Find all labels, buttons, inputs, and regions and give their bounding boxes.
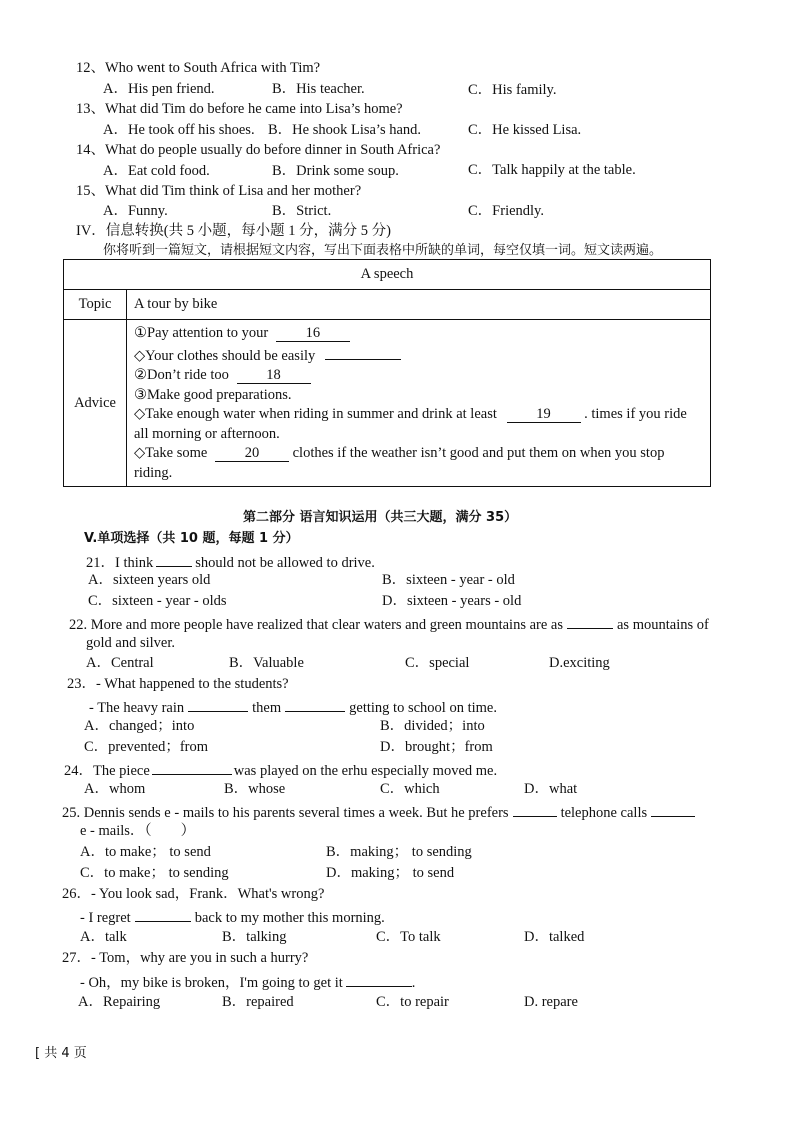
blank-22 xyxy=(567,613,613,629)
question-22-option-c: C．special xyxy=(405,655,470,671)
part-4-instruction: 你将听到一篇短文，请根据短文内容，写出下面表格中所缺的单词，每空仅填一词。短文读两遍。 xyxy=(103,243,663,258)
question-22-stem: 22. More and more people have realized that clear waters and green mountains are as as mountains of xyxy=(69,613,709,634)
topic-value: A tour by bike xyxy=(127,290,711,320)
blank-26 xyxy=(135,906,191,922)
blank-16: 16 xyxy=(276,326,350,342)
question-15-option-a: A．Funny. xyxy=(103,203,168,219)
question-24-option-b: B．whose xyxy=(224,781,286,797)
question-23-option-b: B．divided；into xyxy=(380,718,485,734)
question-15-option-b: B．Strict. xyxy=(272,203,332,219)
question-24-option-d: D．what xyxy=(524,781,578,797)
question-24-stem: 24．The piece was played on the erhu especially moved me. xyxy=(64,759,497,780)
advice-line-6-cont: riding. xyxy=(134,464,173,481)
advice-line-6: ◇Take some 20 clothes if the weather isn’t good and put them on when you stop xyxy=(134,445,665,461)
blank-25a xyxy=(513,801,557,817)
question-23-option-c: C．prevented；from xyxy=(84,739,209,755)
advice-cell xyxy=(127,320,711,487)
question-21-option-a: A．sixteen years old xyxy=(88,572,211,588)
question-27-option-b: B．repaired xyxy=(222,994,294,1010)
question-27-option-d: D. repare xyxy=(524,994,578,1010)
question-25-stem: 25. Dennis sends e - mails to his parents several times a week. But he prefers telephone calls xyxy=(62,801,695,822)
question-25-option-c: C．to make； to sending xyxy=(80,865,229,881)
question-13-option-a: A．He took off his shoes. xyxy=(103,122,255,138)
question-25-option-b: B．making； to sending xyxy=(326,844,472,860)
question-23-stem: 23．- What happened to the students? xyxy=(67,676,289,692)
question-27-stem: 27．- Tom，why are you in such a hurry? xyxy=(62,950,309,966)
part-2-title: 第二部分 语言知识运用（共三大题，满分 35） xyxy=(243,510,518,525)
question-27-dialog: - Oh，my bike is broken，I'm going to get it . xyxy=(80,971,415,992)
part-4-title: IV．信息转换(共 5 小题，每小题 1 分，满分 5 分) xyxy=(76,223,391,239)
blank-17 xyxy=(325,344,401,360)
question-21-option-d: D．sixteen - years - old xyxy=(382,593,522,609)
question-14-stem: 14、What do people usually do before dinner in South Africa? xyxy=(76,142,441,158)
question-26-option-b: B．talking xyxy=(222,929,287,945)
question-21-option-b: B．sixteen - year - old xyxy=(382,572,515,588)
question-12-option-a: A．His pen friend. xyxy=(103,81,215,97)
question-27-option-a: A．Repairing xyxy=(78,994,161,1010)
question-26-option-a: A．talk xyxy=(80,929,127,945)
question-15-stem: 15、What did Tim think of Lisa and her mother? xyxy=(76,183,362,199)
blank-18: 18 xyxy=(237,368,311,384)
question-25-stem-cont: e - mails．（ ） xyxy=(80,823,196,839)
question-13-stem: 13、What did Tim do before he came into Lisa’s home? xyxy=(76,101,403,117)
question-15-option-c: C．Friendly. xyxy=(468,203,544,219)
question-12-option-c: C．His family. xyxy=(468,82,557,98)
question-26-option-d: D．talked xyxy=(524,929,585,945)
question-24-option-c: C．which xyxy=(380,781,440,797)
question-25-option-d: D．making； to send xyxy=(326,865,455,881)
question-23-option-d: D．brought；from xyxy=(380,739,493,755)
advice-line-3: ②Don’t ride too 18 xyxy=(134,366,702,386)
question-14-option-b: B．Drink some soup. xyxy=(272,163,399,179)
advice-label: Advice xyxy=(64,320,127,487)
blank-25b xyxy=(651,801,695,817)
question-26-stem: 26．- You look sad，Frank．What's wrong? xyxy=(62,886,325,902)
page-footer: [ 共 4 页 xyxy=(35,1046,87,1061)
advice-line-5-cont: all morning or afternoon. xyxy=(134,425,280,442)
question-22-option-d: D.exciting xyxy=(549,655,610,671)
question-12-stem: 12、Who went to South Africa with Tim? xyxy=(76,60,321,76)
question-12-option-b: B．His teacher. xyxy=(272,81,365,97)
topic-label: Topic xyxy=(64,290,127,320)
question-14-option-a: A．Eat cold food. xyxy=(103,163,210,179)
blank-20: 20 xyxy=(215,446,289,462)
question-23-dialog: - The heavy rain them getting to school on time. xyxy=(89,696,497,717)
advice-line-2: ◇Your clothes should be easily xyxy=(134,344,702,367)
question-21-stem: 21．I think should not be allowed to drive. xyxy=(86,551,375,572)
advice-line-4: ③Make good preparations. xyxy=(134,386,292,403)
question-14-option-c: C．Talk happily at the table. xyxy=(468,162,636,178)
question-13-option-c: C．He kissed Lisa. xyxy=(468,122,582,138)
advice-line-1: ①Pay attention to your 16 xyxy=(134,324,702,344)
blank-21 xyxy=(156,551,192,567)
blank-27 xyxy=(346,971,412,987)
question-23-option-a: A．changed；into xyxy=(84,718,195,734)
blank-23b xyxy=(285,696,345,712)
speech-table xyxy=(63,259,711,487)
question-26-dialog: - I regret back to my mother this morning. xyxy=(80,906,385,927)
question-24-option-a: A．whom xyxy=(84,781,146,797)
part-5-title: V.单项选择（共 10 题，每题 1 分） xyxy=(84,531,299,546)
blank-24 xyxy=(152,759,232,775)
question-21-option-c: C．sixteen - year - olds xyxy=(88,593,227,609)
question-26-option-c: C．To talk xyxy=(376,929,441,945)
blank-19: 19 xyxy=(507,407,581,423)
question-22-option-a: A．Central xyxy=(86,655,154,671)
question-25-option-a: A．to make； to send xyxy=(80,844,211,860)
blank-23a xyxy=(188,696,248,712)
question-27-option-c: C．to repair xyxy=(376,994,449,1010)
question-13-option-b: B．He shook Lisa’s hand. xyxy=(268,122,422,138)
question-22-option-b: B．Valuable xyxy=(229,655,304,671)
table-header: A speech xyxy=(64,260,711,290)
advice-line-5: ◇Take enough water when riding in summer and drink at least 19 . times if you ride xyxy=(134,406,687,422)
question-22-stem-cont: gold and silver. xyxy=(86,635,176,651)
